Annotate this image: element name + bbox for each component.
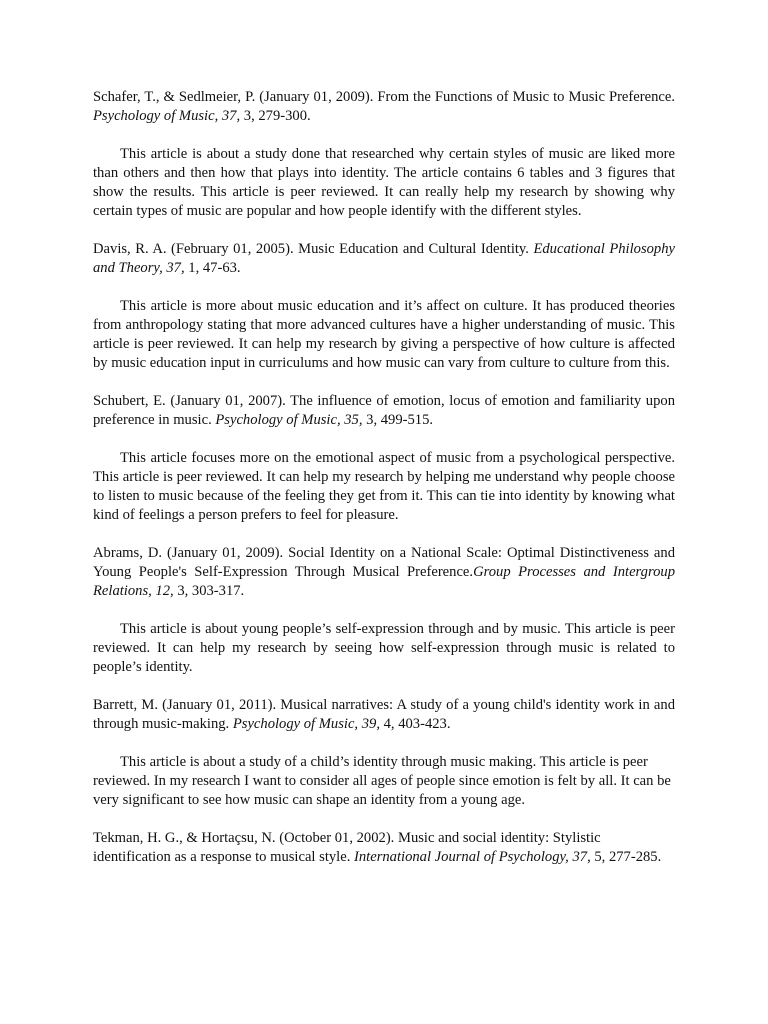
bibliography-entry [93, 696, 675, 810]
citation-journal: Psychology of Music, 39, [232, 716, 380, 732]
citation-authors-title: Abrams, D. (January 01, 2009). Social Identity on a National Scale: Optimal Distinctiveness and Young People's Self-Expression Through Musical Preference. [93, 545, 675, 580]
citation-authors-title: Barrett, M. (January 01, 2011). Musical narratives: A study of a young child's identity work in and through music-making. [93, 697, 675, 732]
citation [93, 88, 675, 126]
citation [93, 240, 675, 278]
citation-journal: International Journal of Psychology, 37, [354, 849, 591, 865]
bibliography-entry [93, 829, 675, 867]
citation-journal: Psychology of Music, 35, [215, 412, 363, 428]
citation [93, 392, 675, 430]
citation-journal: Group Processes and Intergroup Relations, 12, [93, 564, 676, 599]
entry-summary: This article is more about music education and it’s affect on culture. It has produced theories from anthropology stating that more advanced cultures have a higher understanding of music. This article is peer reviewed. It can help my research by giving a perspective of how culture is affected by music education input in curriculums and how music can vary from culture to culture from this. [93, 298, 675, 371]
citation-issue-pages: 4, 403-423. [379, 716, 451, 732]
citation-issue-pages: 3, 499-515. [362, 412, 434, 428]
citation-issue-pages: 1, 47-63. [184, 260, 241, 276]
entry-summary: This article is about young people’s self-expression through and by music. This article is peer reviewed. It can help my research by seeing how self-expression through music is related to people’s identity. [93, 621, 675, 675]
bibliography-entry [93, 544, 675, 677]
entry-summary: This article focuses more on the emotional aspect of music from a psychological perspective. This article is peer reviewed. It can help my research by helping me understand why people choose to listen to music because of the feeling they get from it. This can tie into identity by knowing what kind of feelings a person prefers to feel for pleasure. [93, 450, 675, 523]
citation-authors-title: Tekman, H. G., & Hortaçsu, N. (October 01, 2002). Music and social identity: Stylistic identification as a response to musical style. [93, 830, 601, 865]
citation-journal: Educational Philosophy and Theory, 37, [93, 241, 676, 276]
citation-journal: Psychology of Music, 37, [93, 108, 241, 124]
citation-issue-pages: 5, 277-285. [590, 849, 662, 865]
bibliography-entry [93, 392, 675, 525]
citation [93, 544, 675, 601]
citation [93, 696, 675, 734]
bibliography-entry [93, 240, 675, 373]
annotated-bibliography [93, 88, 675, 886]
citation-authors-title: Schubert, E. (January 01, 2007). The influence of emotion, locus of emotion and familiarity upon preference in music. [93, 393, 675, 428]
citation-issue-pages: 3, 279-300. [240, 108, 311, 124]
citation-authors-title: Davis, R. A. (February 01, 2005). Music Education and Cultural Identity. [93, 241, 534, 257]
entry-summary: This article is about a study done that researched why certain styles of music are liked more than others and then how that plays into identity. The article contains 6 tables and 3 figures that show the results. This article is peer reviewed. It can really help my research by showing why certain types of music are popular and how people identify with the different styles. [93, 146, 675, 219]
citation-issue-pages: 3, 303-317. [173, 583, 245, 599]
entry-summary: This article is about a study of a child’s identity through music making. This article is peer reviewed. In my research I want to consider all ages of people since emotion is felt by all. It can be very significant to see how music can shape an identity from a young age. [93, 754, 671, 808]
bibliography-entry [93, 88, 675, 221]
citation [93, 829, 675, 867]
citation-authors-title: Schafer, T., & Sedlmeier, P. (January 01, 2009). From the Functions of Music to Music Preference. [93, 89, 675, 105]
